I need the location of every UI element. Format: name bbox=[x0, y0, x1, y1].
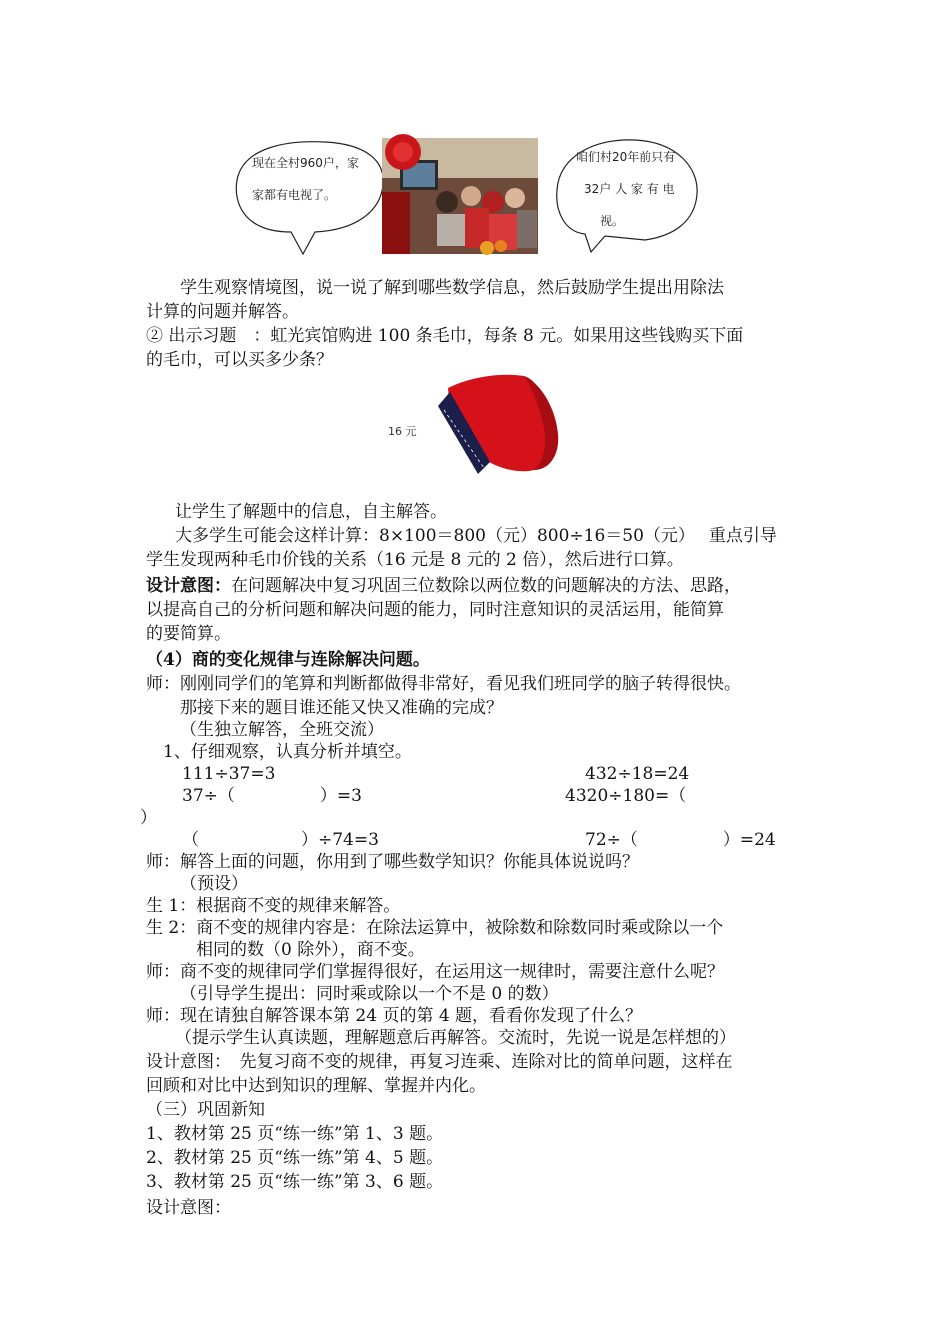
teacher-remark-2-line2: （预设） bbox=[180, 874, 248, 894]
design-intent-label: 设计意图： bbox=[146, 576, 231, 596]
paragraph-observe-line2: 计算的问题并解答。 bbox=[146, 302, 299, 322]
paragraph-calculation-line1: 大多学生可能会这样计算：8×100＝800（元）800÷16＝50（元） 重点引导 bbox=[175, 526, 777, 546]
student-2-answer-line2: 相同的数（0 除外），商不变。 bbox=[196, 940, 425, 960]
teacher-remark-2-line1: 师：解答上面的问题，你用到了哪些数学知识？你能具体说说吗？ bbox=[146, 852, 639, 872]
list-item: 3、教材第 25 页“练一练”第 3、6 题。 bbox=[146, 1172, 444, 1192]
design-intent-1-line1 bbox=[146, 574, 741, 598]
equation-b1: 432÷18=24 bbox=[585, 764, 690, 784]
teacher-remark-3-line2: （引导学生提出：同时乘或除以一个不是 0 的数） bbox=[180, 984, 559, 1004]
towel-illustration bbox=[438, 370, 562, 478]
teacher-remark-1-line3: （生独立解答，全班交流） bbox=[180, 720, 384, 740]
list-item: 1、教材第 25 页“练一练”第 1、3 题。 bbox=[146, 1124, 444, 1144]
design-intent-2-line1: 设计意图： 先复习商不变的规律，再复习连乘、连除对比的简单问题，这样在 bbox=[146, 1052, 733, 1072]
family-tv-photo bbox=[382, 134, 538, 255]
paragraph-calculation-line2: 学生发现两种毛巾价钱的关系（16 元是 8 元的 2 倍），然后进行口算。 bbox=[146, 550, 684, 570]
student-1-answer: 生 1：根据商不变的规律来解答。 bbox=[146, 896, 401, 916]
question-1-title: 1、仔细观察，认真分析并填空。 bbox=[163, 742, 412, 762]
paragraph-self-solve: 让学生了解题中的信息，自主解答。 bbox=[175, 502, 447, 522]
teacher-remark-4-line2: （提示学生认真读题，理解题意后再解答。交流时，先说一说是怎样想的） bbox=[175, 1028, 736, 1048]
teacher-remark-1-line2: 那接下来的题目谁还能又快又准确的完成？ bbox=[180, 698, 503, 718]
design-intent-3: 设计意图： bbox=[146, 1198, 231, 1218]
towel-price-label: 16 元 bbox=[388, 425, 417, 438]
teacher-remark-1-line1: 师：刚刚同学们的笔算和判断都做得非常好，看见我们班同学的脑子转得很快。 bbox=[146, 674, 741, 694]
design-intent-1-line3: 的要简算。 bbox=[146, 624, 231, 644]
equation-b2-close: ） bbox=[140, 808, 157, 828]
student-2-answer-line1: 生 2：商不变的规律内容是：在除法运算中，被除数和除数同时乘或除以一个 bbox=[146, 918, 724, 938]
design-intent-text: 在问题解决中复习巩固三位数除以两位数的问题解决的方法、思路， bbox=[231, 576, 741, 596]
right-bubble-line3: 视。 bbox=[600, 214, 625, 228]
equation-b3: 72÷（ ）=24 bbox=[585, 830, 776, 850]
right-bubble-line2: 32户 人 家 有 电 bbox=[584, 182, 675, 196]
design-intent-1-line2: 以提高自己的分析问题和解决问题的能力，同时注意知识的灵活运用，能简算 bbox=[146, 600, 724, 620]
teacher-remark-4-line1: 师：现在请独自解答课本第 24 页的第 4 题，看看你发现了什么？ bbox=[146, 1006, 643, 1026]
equation-a3: （ ）÷74=3 bbox=[182, 830, 379, 850]
paragraph-observe-line1: 学生观察情境图，说一说了解到哪些数学信息，然后鼓励学生提出用除法 bbox=[180, 278, 724, 298]
right-bubble-line1: 咱们村20年前只有 bbox=[576, 150, 676, 164]
equation-a2: 37÷（ ）=3 bbox=[182, 786, 362, 806]
exercise-prompt-line2: 的毛巾，可以买多少条？ bbox=[146, 350, 333, 370]
left-bubble-line2: 家都有电视了。 bbox=[252, 188, 337, 202]
left-bubble-line1: 现在全村960户，家 bbox=[252, 156, 359, 170]
exercise-prompt-line1: ② 出示习题 ：虹光宾馆购进 100 条毛巾，每条 8 元。如果用这些钱购买下面 bbox=[146, 326, 744, 346]
section-3-heading: （三）巩固新知 bbox=[146, 1100, 265, 1120]
teacher-remark-3-line1: 师：商不变的规律同学们掌握得很好，在运用这一规律时，需要注意什么呢？ bbox=[146, 962, 724, 982]
section-4-heading: （4）商的变化规律与连除解决问题。 bbox=[146, 650, 430, 670]
equation-b2: 4320÷180=（ bbox=[565, 786, 687, 806]
equation-a1: 111÷37=3 bbox=[182, 764, 276, 784]
design-intent-2-line2: 回顾和对比中达到知识的理解、掌握并内化。 bbox=[146, 1076, 486, 1096]
list-item: 2、教材第 25 页“练一练”第 4、5 题。 bbox=[146, 1148, 444, 1168]
